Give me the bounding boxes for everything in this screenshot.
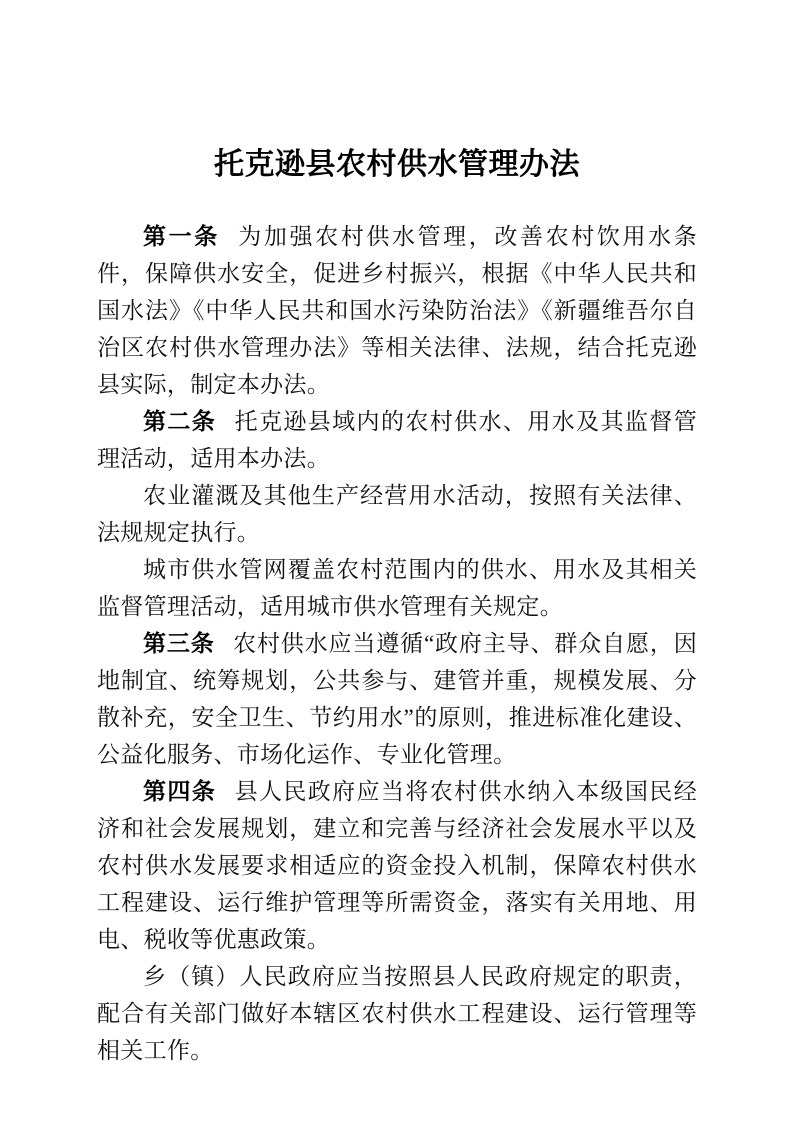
paragraph-article-3	[97, 625, 697, 773]
paragraph-text: 乡（镇）人民政府应当按照县人民政府规定的职责，配合有关部门做好本辖区农村供水工程建设、运行管理等相关工作。	[97, 964, 697, 1063]
article-number-label: 第二条	[143, 409, 217, 434]
paragraph-article-4-clause-2	[97, 958, 697, 1069]
document-title: 托克逊县农村供水管理办法	[214, 148, 580, 181]
paragraph-article-2-clause-2	[97, 477, 697, 551]
paragraph-text: 县人民政府应当将农村供水纳入本级国民经济和社会发展规划，建立和完善与经济社会发展水平以及农村供水发展要求相适应的资金投入机制，保障农村供水工程建设、运行维护管理等所需资金，落实有关用地、用电、税收等优惠政策。	[97, 779, 697, 952]
paragraph-text: 城市供水管网覆盖农村范围内的供水、用水及其相关监督管理活动，适用城市供水管理有关规定。	[97, 557, 697, 619]
paragraph-article-2-clause-3	[97, 551, 697, 625]
article-number-label: 第四条	[143, 779, 217, 804]
article-number-label: 第三条	[143, 631, 215, 656]
paragraph-article-1	[97, 218, 697, 403]
paragraph-text: 为加强农村供水管理，改善农村饮用水条件，保障供水安全，促进乡村振兴，根据《中华人民共和国水法》《中华人民共和国水污染防治法》《新疆维吾尔自治区农村供水管理办法》等相关法律、法规，结合托克逊县实际，制定本办法。	[97, 224, 698, 397]
paragraph-article-4	[97, 773, 697, 958]
paragraph-text: 农业灌溉及其他生产经营用水活动，按照有关法律、法规规定执行。	[97, 483, 697, 545]
paragraph-text: 农村供水应当遵循“政府主导、群众自愿，因地制宜、统筹规划，公共参与、建管并重，规模发展、分散补充，安全卫生、节约用水”的原则，推进标准化建设、公益化服务、市场化运作、专业化管理。	[97, 631, 697, 767]
paragraph-text: 托克逊县域内的农村供水、用水及其监督管理活动，适用本办法。	[97, 409, 697, 471]
paragraph-article-2	[97, 403, 697, 477]
article-number-label: 第一条	[143, 224, 220, 249]
